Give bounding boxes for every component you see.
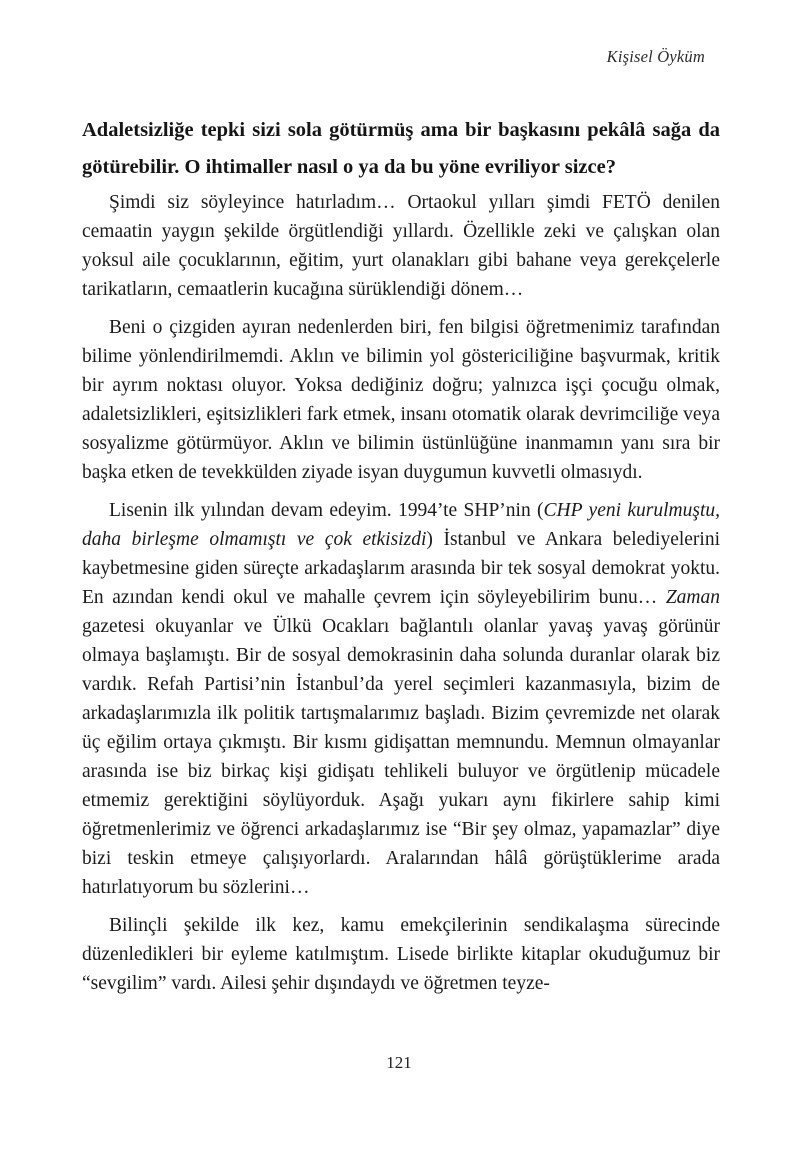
question-heading: Adaletsizliğe tepki sizi sola götürmüş ama bir başkasını pekâlâ sağa da götürebilir. O ihtimaller nasıl o ya da bu yöne evriliyor sizce? — [82, 119, 720, 178]
paragraph — [82, 188, 720, 304]
paragraph — [82, 313, 720, 487]
running-header: Kişisel Öyküm — [606, 47, 705, 66]
page-number: 121 — [386, 1053, 412, 1072]
text-run: ) İstanbul ve Ankara belediyelerini kaybetmesine giden süreçte arkadaşlarım arasında bir tek sosyal demokrat yoktu. En azından kendi okul ve mahalle çevrem için söyleyebilirim bunu… — [82, 529, 721, 608]
paragraph — [82, 911, 720, 998]
text-run: gazetesi okuyanlar ve Ülkü Ocakları bağlantılı olanlar yavaş yavaş görünür olmaya başlamıştı. Bir de sosyal demokrasinin daha solunda duranlar olarak biz vardık. Refah Partisi’nin İstanbul’da yerel seçimleri kazanmasıyla, bizim de arkadaşlarımızla ilk politik tartışmalarımız başladı. Bizim çevremizde net olarak üç eğilim ortaya çıkmıştı. Bir kısmı gidişattan memnundu. Memnun olmayanlar arasında ise biz birkaç kişi gidişatı tehlikeli buluyor ve örgütlenip mücadele etmemiz gerektiğini söylüyorduk. Aşağı yukarı aynı fikirlere sahip kimi öğretmenlerimiz ve öğrenci arkadaşlarımız ise “Bir şey olmaz, yapamazlar” diye bizi teskin etmeye çalışıyorlardı. Aralarından hâlâ görüştüklerime arada hatırlatıyorum bu sözlerini… — [82, 616, 720, 898]
text-run: Lisenin ilk yılından devam edeyim. 1994’te SHP’nin ( — [109, 500, 544, 521]
italic-run: Zaman — [665, 587, 720, 608]
text-run: Beni o çizgiden ayıran nedenlerden biri, fen bilgisi öğretmenimiz tarafından bilime yönlendirilmemdi. Aklın ve bilimin yol göstericiliğine başvurmak, kritik bir ayrım noktası oluyor. Yoksa dediğiniz doğru; yalnızca işçi çocuğu olmak, adaletsizlikleri, eşitsizlikleri fark etmek, insanı otomatik olarak devrimciliğe veya sosyalizme götürmüyor. Aklın ve bilimin üstünlüğüne inanmamın yanı sıra bir başka etken de tevekkülden ziyade isyan duygumun kuvvetli olmasıydı. — [82, 317, 720, 483]
paragraph — [82, 496, 720, 902]
text-run: Bilinçli şekilde ilk kez, kamu emekçilerinin sendikalaşma sürecinde düzenledikleri bir eyleme katılmıştım. Lisede birlikte kitaplar okuduğumuz bir “sevgilim” vardı. Ailesi şehir dışındaydı ve öğretmen teyze- — [82, 915, 720, 994]
text-run: Şimdi siz söyleyince hatırladım… Ortaokul yılları şimdi FETÖ denilen cemaatin yaygın şekilde örgütlendiği yıllardı. Özellikle zeki ve çalışkan olan yoksul aile çocuklarının, eğitim, yurt olanakları gibi bahane veya gerekçelerle tarikatların, cemaatlerin kucağına sürüklendiği dönem… — [82, 192, 720, 300]
body-text — [82, 188, 720, 998]
italic-run: CHP yeni kurulmuştu, daha birleşme olmamıştı ve çok etkisizdi — [82, 500, 720, 550]
